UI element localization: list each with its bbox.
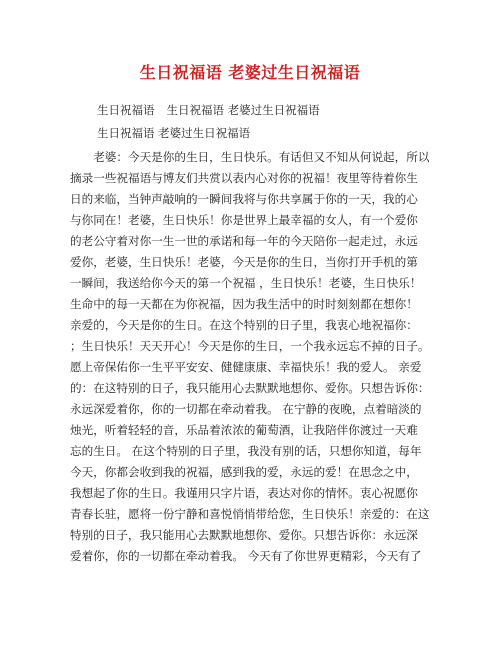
body-line: 亲爱的，今天是你的生日。在这个特别的日子里，我衷心地祝福你： [70,318,418,332]
body-line: 一瞬间，我送给你今天的第一个祝福 ，生日快乐！老婆，生日快乐！ [70,276,422,290]
page-title: 生日祝福语 老婆过生日祝福语 [139,63,361,82]
body-line: 爱着你，你的一切都在牵动着我。 今天有了你世界更精彩，今天有了 [70,549,422,563]
breadcrumb-item-category[interactable]: 生日祝福语 [97,103,155,117]
body-line: 爱你，老婆，生日快乐！老婆，今天是你的生日，当你打开手机的第 [70,255,418,269]
body-line: 今天，你都会收到我的祝福，感到我的爱，永远的爱！在思念之中， [70,465,418,479]
body-line: 摘录一些祝福语与博友们共赏以表内心对你的祝福！夜里等待着你生 [70,171,418,185]
body-line: 烛光，听着轻轻的音，乐品着浓浓的葡萄酒，让我陪伴你渡过一天难 [70,423,418,437]
body-line: 的：在这特别的日子，我只能用心去默默地想你、爱你。只想告诉你： [70,381,430,395]
body-line: 我想起了你的生日。我谨用只字片语，表达对你的情怀。衷心祝愿你 [70,486,418,500]
article-subtitle: 生日祝福语 老婆过生日祝福语 [97,126,251,140]
body-line: 生命中的每一天都在为你祝福，因为我生活中的时时刻刻都在想你！ [70,297,418,311]
breadcrumb [97,102,320,118]
article-body [70,147,430,567]
body-line: 的老公守着对你一生一世的承诺和每一年的今天陪你一起走过，永远 [70,234,418,248]
body-line: 永远深爱着你，你的一切都在牵动着我。 在宁静的夜晚，点着暗淡的 [70,402,422,416]
breadcrumb-item-current[interactable]: 生日祝福语 老婆过生日祝福语 [166,103,320,117]
body-line: 特别的日子，我只能用心去默默地想你、爱你。只想告诉你：永远深 [70,528,418,542]
body-line: 老婆：今天是你的生日，生日快乐。有话但又不知从何说起，所以 [70,150,430,164]
body-line: 与你同在！老婆，生日快乐！你是世界上最幸福的女人，有一个爱你 [70,213,418,227]
body-line: 忘的生日。 在这个特别的日子里，我没有别的话，只想你知道，每年 [70,444,422,458]
body-line: ；生日快乐！天天开心！今天是你的生日，一个我永远忘不掉的日子。 [70,339,430,353]
body-line: 青春长驻，愿将一份宁静和喜悦悄悄带给您，生日快乐！亲爱的：在这 [70,507,430,521]
body-line: 日的来临，当钟声敲响的一瞬间我将与你共享属于你的一天，我的心 [70,192,418,206]
body-line: 愿上帝保佑你一生平平安安、健健康康、幸福快乐！我的爱人。 亲爱 [70,360,422,374]
